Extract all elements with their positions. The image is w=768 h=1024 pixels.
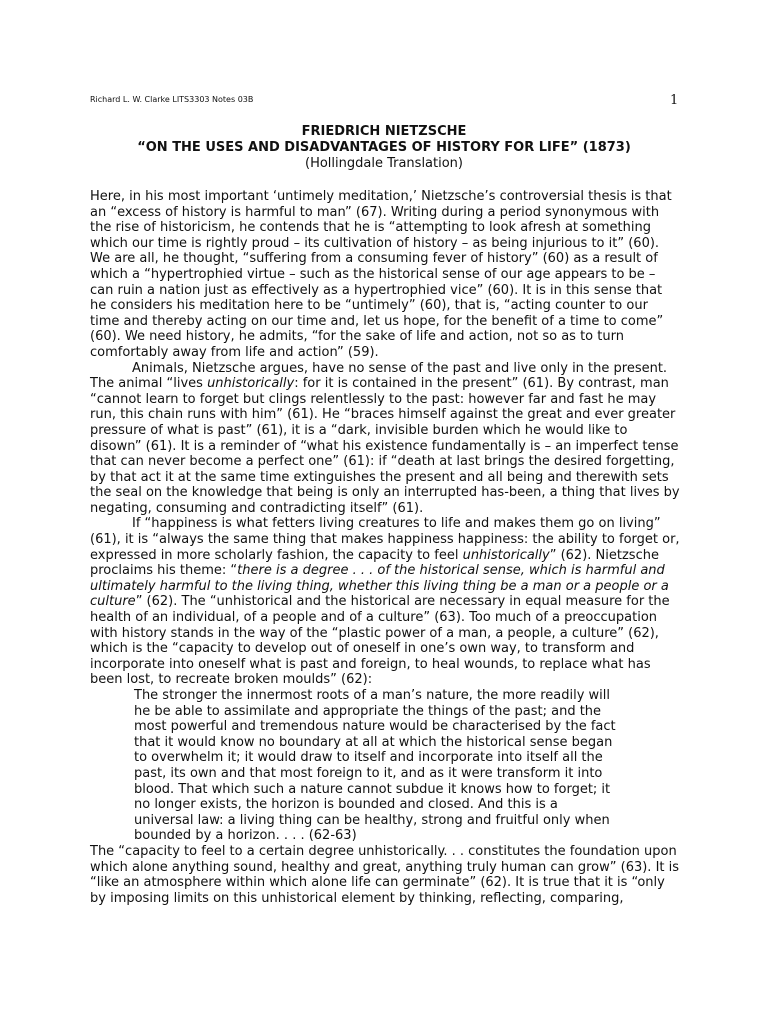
running-head: Richard L. W. Clarke LITS3303 Notes 03B [90, 95, 254, 104]
paragraph-2 [90, 361, 680, 517]
title-block [90, 124, 678, 172]
paragraph-2-part-a: Animals, Nietzsche argues, have no sense of the past and live only in the present. The animal “lives [90, 360, 668, 392]
body-text [90, 189, 680, 906]
paragraph-1: Here, in his most important ‘untimely meditation,’ Nietzsche’s controversial thesis is that an “excess of history is harmful to man” (67). Writing during a period synonymous with the rise of historicism, he contends that he is “attempting to look afresh at something which our time is rightly proud – its cultivation of history – as being injurious to it” (60). We are all, he thought, “suffering from a consuming fever of history” (60) as a result of which a “hypertrophied virtue – such as the historical sense of our age appears to be – can ruin a nation just as effectively as a hypertrophied vice” (60). It is in this sense that he considers his meditation here to be “untimely” (60), that is, “acting counter to our time and thereby acting on our time and, let us hope, for the benefit of a time to come” (60). We need history, he admits, “for the sake of life and action, not so as to turn comfortably away from life and action” (59). [90, 189, 672, 360]
paragraph-3-part-c: ” (62). The “unhistorical and the historical are necessary in equal measure for the health of an individual, of a people and of a culture” (63). Too much of a preoccupation with history stands in the way of the “plastic power of a man, a people, a culture” (62), which is the “capacity to develop out of oneself in one’s own way, to transform and incorporate into oneself what is past and foreign, to heal wounds, to replace what has been lost, to recreate broken moulds” (62): [90, 594, 670, 688]
paragraph-2-emphasis: unhistorically [207, 376, 295, 392]
title-author: FRIEDRICH NIETZSCHE [301, 124, 467, 139]
title-work: “ON THE USES AND DISADVANTAGES OF HISTORY FOR LIFE” (1873) [137, 140, 631, 155]
paragraph-2-part-b: : for it is contained in the present” (61). By contrast, man “cannot learn to forget but clings relentlessly to the past: however far and fast he may run, this chain runs with him” (61). He “braces himself against the great and ever greater pressure of what is past” (61), it is a “dark, invisible burden which he would like to disown” (61). It is a reminder of “what his existence fundamentally is – an imperfect tense that can never become a perfect one” (61): if “death at last brings the desired forgetting, by that act it at the same time extinguishes the present and all being and therewith sets the seal on the knowledge that being is only an interrupted has-been, a thing that lives by negating, consuming and contradicting itself” (61). [90, 376, 680, 516]
block-quote: The stronger the innermost roots of a man’s nature, the more readily will he be able to assimilate and appropriate the things of the past; and the most powerful and tremendous nature would be characterised by the fact that it would know no boundary at all at which the historical sense began to overwhelm it; it would draw to itself and incorporate into itself all the past, its own and that most foreign to it, and as it were transform it into blood. That which such a nature cannot subdue it knows how to forget; it no longer exists, the horizon is bounded and closed. And this is a universal law: a living thing can be healthy, strong and fruitful only when bounded by a horizon. . . . (62-63) [134, 688, 616, 844]
paragraph-3 [90, 516, 680, 688]
page-number: 1 [670, 93, 679, 108]
paragraph-3-emphasis-1: unhistorically [462, 547, 550, 563]
paragraph-3-emphasis-2: there is a degree . . . of the historical sense, which is harmful and ultimately harmful to the living thing, whether this living thing be a man or a people or a culture [90, 563, 669, 610]
paragraph-3-part-b: ” (62). Nietzsche proclaims his theme: “ [90, 547, 659, 579]
title-translation: (Hollingdale Translation) [305, 156, 463, 171]
paragraph-3-part-a: If “happiness is what fetters living creatures to life and makes them go on living” (61), it is “always the same thing that makes happiness happiness: the ability to forget or, expressed in more scholarly fashion, the capacity to feel [90, 516, 680, 563]
paragraph-4: The “capacity to feel to a certain degree unhistorically. . . constitutes the foundation upon which alone anything sound, healthy and great, anything truly human can grow” (63). It is “like an atmosphere within which alone life can germinate” (62). It is true that it is “only by imposing limits on this unhistorical element by thinking, reflecting, comparing, [90, 843, 680, 906]
